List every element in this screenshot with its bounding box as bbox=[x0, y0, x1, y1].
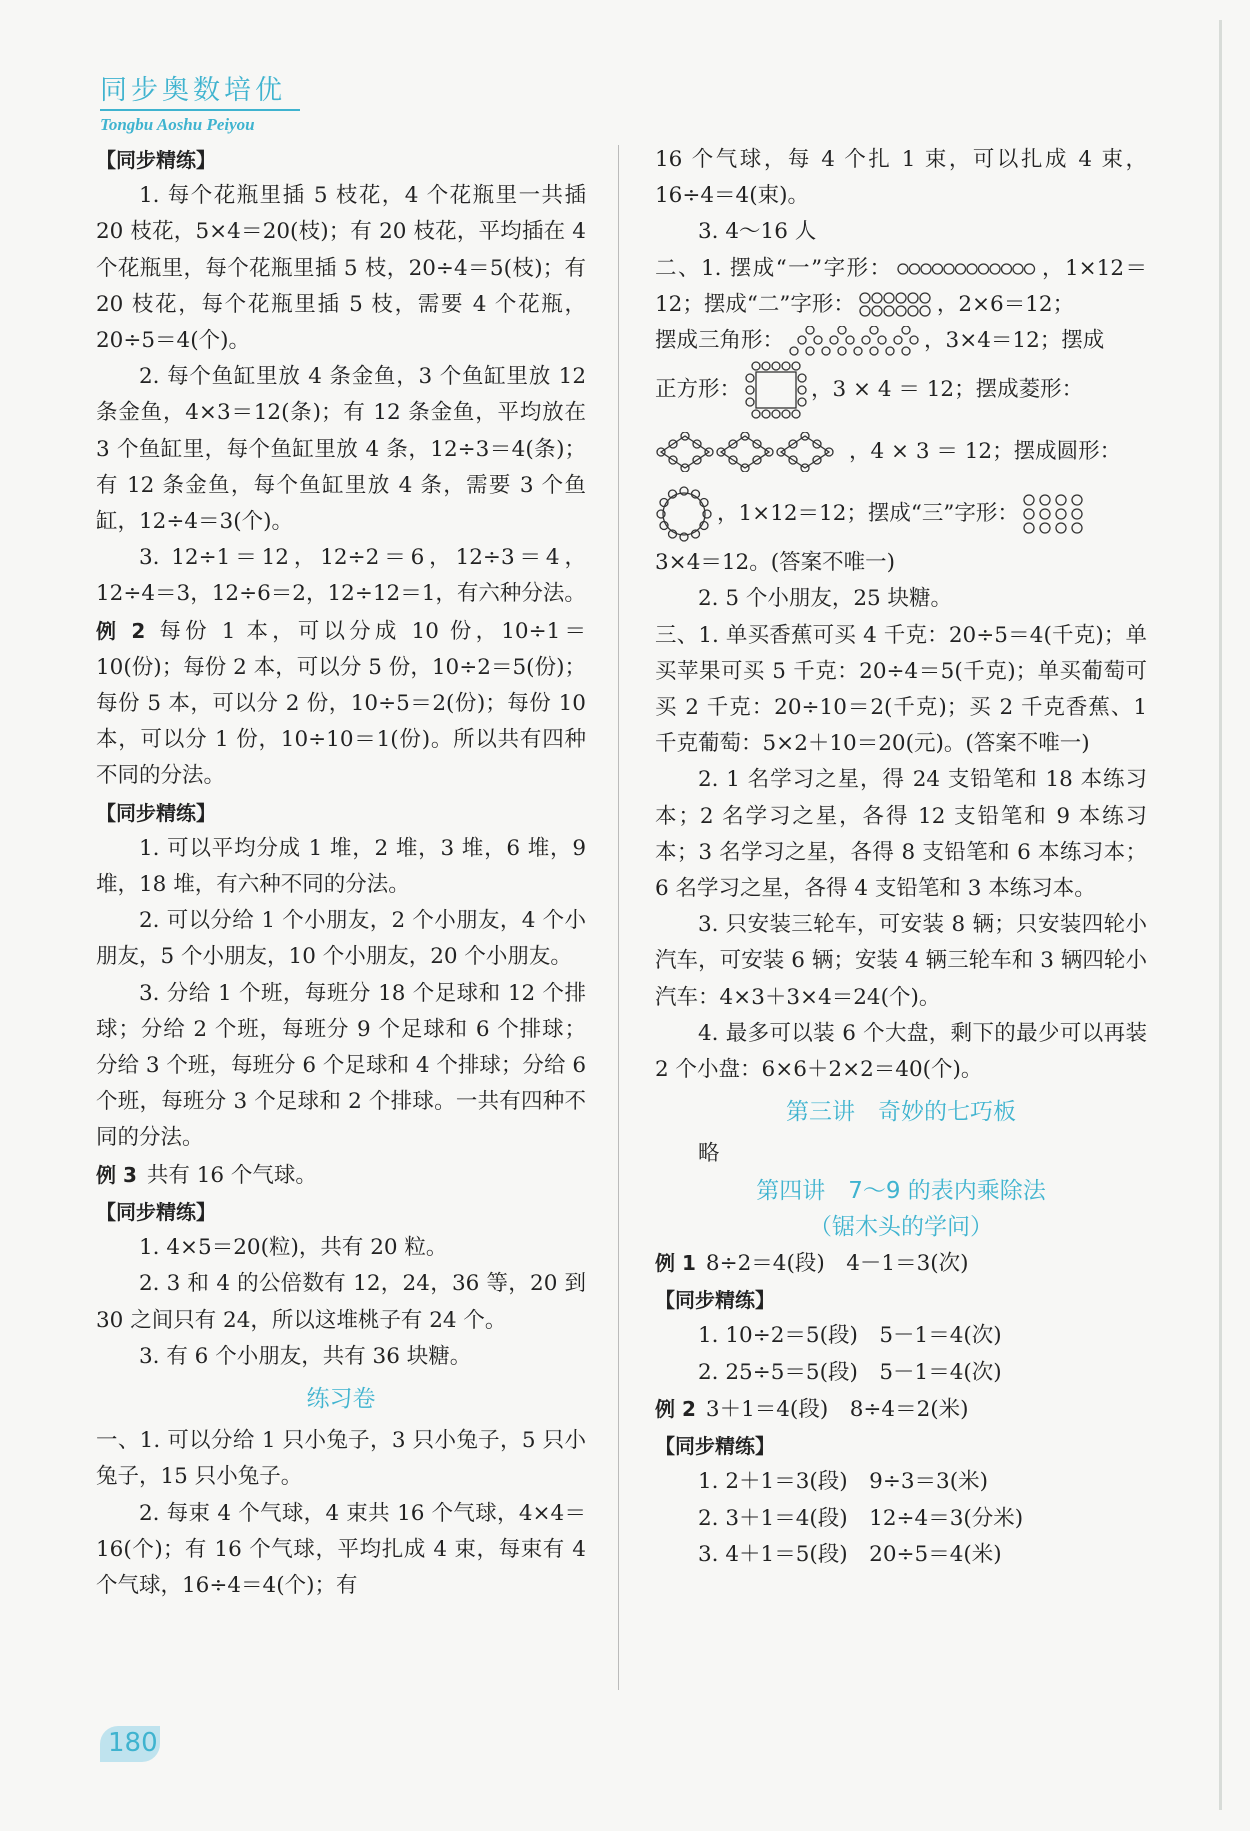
answer-paragraph: 4. 最多可以装 6 个大盘，剩下的最少可以再装 2 个小盘：6×6＋2×2＝40(个)。 bbox=[655, 1020, 1147, 1083]
answer-paragraph bbox=[655, 359, 1147, 421]
column-divider bbox=[618, 145, 619, 1690]
example-text: 共有 16 个气球。 bbox=[146, 1162, 317, 1188]
page-number-badge bbox=[100, 1726, 160, 1762]
section-label: 【同步精练】 bbox=[655, 1288, 775, 1313]
answer-paragraph: 1. 2＋1＝3(段) 9÷3＝3(米) bbox=[698, 1469, 988, 1495]
section-label: 【同步精练】 bbox=[655, 1434, 775, 1459]
answer-paragraph bbox=[655, 421, 1147, 483]
section-label: 【同步精练】 bbox=[96, 800, 216, 825]
answer-paragraph: 3. 4＋1＝5(段) 20÷5＝4(米) bbox=[698, 1541, 1002, 1567]
answer-paragraph: 三、1. 单买香蕉可买 4 千克：20÷5＝4(千克)；单买苹果可买 5 千克：20÷4＝5(千克)；单买葡萄可买 2 千克：20÷10＝2(千克)；买 2 千克香蕉、1 千克葡萄：5×2＋10＝20(元)。(答案不唯一) bbox=[655, 622, 1147, 757]
text-span: ，3 × 4 ＝ 12；摆成菱形： bbox=[811, 377, 1084, 403]
rhombus-circles-icon bbox=[655, 432, 845, 472]
answer-paragraph: 2. 可以分给 1 个小朋友，2 个小朋友，4 个小朋友，5 个小朋友，10 个小朋友，20 个小朋友。 bbox=[96, 908, 586, 970]
answer-paragraph: 3. 有 6 个小朋友，共有 36 块糖。 bbox=[139, 1343, 472, 1369]
example-tag: 例 2 bbox=[655, 1396, 696, 1421]
circle-circles-icon bbox=[655, 485, 713, 543]
text-span: ，1×12＝12；摆成“三”字形： bbox=[717, 501, 1019, 527]
section-label: 【同步精练】 bbox=[96, 1199, 216, 1224]
answer-paragraph: 1. 4×5＝20(粒)，共有 20 粒。 bbox=[139, 1235, 448, 1261]
text-span: 正方形： bbox=[655, 377, 742, 403]
answer-paragraph: 16 个气球，每 4 个扎 1 束，可以扎成 4 束，16÷4＝4(束)。 bbox=[655, 147, 1147, 209]
section-heading: 第三讲 奇妙的七巧板 bbox=[786, 1099, 1016, 1126]
example-tag: 例 3 bbox=[96, 1162, 137, 1187]
three-row-circles-icon bbox=[1023, 494, 1085, 534]
example-paragraph bbox=[655, 1245, 1147, 1282]
answer-paragraph: 2. 每束 4 个气球，4 束共 16 个气球，4×4＝16(个)；有 16 个气球，平均扎成 4 束，每束有 4 个气球，16÷4＝4(个)；有 bbox=[96, 1500, 586, 1598]
text-span: ，2×6＝12； bbox=[936, 291, 1075, 317]
page-edge bbox=[1219, 20, 1222, 1810]
brand-rule bbox=[100, 109, 300, 111]
section-label: 【同步精练】 bbox=[96, 148, 216, 172]
answer-paragraph: 1. 可以平均分成 1 堆，2 堆，3 堆，6 堆，9 堆，18 堆，有六种不同的分法。 bbox=[96, 835, 586, 898]
two-row-circles-icon bbox=[859, 292, 933, 318]
example-paragraph bbox=[96, 1157, 586, 1194]
answer-paragraph: 3. 12÷1＝12，12÷2＝6，12÷3＝4，12÷4＝3，12÷6＝2，12÷12＝1，有六种分法。 bbox=[96, 545, 586, 607]
answer-paragraph: 1. 10÷2＝5(段) 5－1＝4(次) bbox=[698, 1323, 1002, 1349]
example-paragraph bbox=[96, 613, 586, 795]
answer-paragraph: 3. 只安装三轮车，可安装 8 辆；只安装四轮小汽车，可安装 6 辆；安装 4 辆三轮车和 3 辆四轮小汽车：4×3＋3×4＝24(个)。 bbox=[655, 912, 1147, 1010]
text-span: ，3×4＝12；摆成 bbox=[924, 328, 1105, 354]
square-circles-icon bbox=[745, 361, 807, 419]
header bbox=[100, 68, 300, 135]
answer-paragraph bbox=[655, 251, 1147, 323]
example-paragraph bbox=[655, 1391, 1147, 1428]
example-text: 8÷2＝4(段) 4－1＝3(次) bbox=[705, 1251, 969, 1277]
answer-paragraph: 2. 25÷5＝5(段) 5－1＝4(次) bbox=[698, 1359, 1002, 1385]
section-heading: 练习卷 bbox=[306, 1385, 376, 1412]
answer-paragraph bbox=[655, 483, 1147, 545]
answer-paragraph: 2. 3＋1＝4(段) 12÷4＝3(分米) bbox=[698, 1505, 1024, 1531]
answer-paragraph: 2. 每个鱼缸里放 4 条金鱼，3 个鱼缸里放 12 条金鱼，4×3＝12(条)；有 12 条金鱼，平均放在 3 个鱼缸里，每个鱼缸里放 4 条，12÷3＝4(条)；有 12 条金鱼，每个鱼缸里放 4 条，需要 3 个鱼缸，12÷4＝3(个)。 bbox=[96, 364, 586, 535]
triangles-circles-icon bbox=[788, 326, 920, 356]
brand-subtitle: Tongbu Aoshu Peiyou bbox=[100, 115, 255, 134]
example-text: 每份 1 本，可以分成 10 份，10÷1＝10(份)；每份 2 本，可以分 5 份，10÷2＝5(份)；每份 5 本，可以分 2 份，10÷5＝2(份)；每份 10 本，可以分 1 份，10÷10＝1(份)。所以共有四种不同的分法。 bbox=[96, 618, 586, 789]
answer-paragraph: 3. 4～16 人 bbox=[698, 219, 817, 245]
text-span: ，4 × 3 ＝ 12；摆成圆形： bbox=[849, 439, 1122, 465]
right-column bbox=[655, 142, 1147, 1573]
section-subheading: （锯木头的学问） bbox=[809, 1213, 993, 1240]
answer-paragraph: 2. 3 和 4 的公倍数有 12，24，36 等，20 到 30 之间只有 24，所以这堆桃子有 24 个。 bbox=[96, 1271, 586, 1333]
one-row-circles-icon bbox=[897, 262, 1037, 276]
example-tag: 例 2 bbox=[96, 618, 146, 643]
text-span: ，1×12＝12；摆成“二”字形： bbox=[655, 255, 1147, 317]
answer-paragraph bbox=[655, 323, 1147, 359]
page-number: 180 bbox=[108, 1728, 158, 1758]
example-text: 3＋1＝4(段) 8÷4＝2(米) bbox=[705, 1396, 969, 1422]
example-tag: 例 1 bbox=[655, 1251, 696, 1276]
text-span: 二、1. 摆成“一”字形： bbox=[655, 255, 893, 281]
answer-paragraph: 3. 分给 1 个班，每班分 18 个足球和 12 个排球；分给 2 个班，每班分 9 个足球和 6 个排球；分给 3 个班，每班分 6 个足球和 4 个排球；分给 6 个班，每班分 3 个足球和 2 个排球。一共有四种不同的分法。 bbox=[96, 980, 586, 1151]
answer-paragraph: 2. 5 个小朋友，25 块糖。 bbox=[698, 586, 953, 612]
answer-paragraph: 略 bbox=[698, 1141, 720, 1167]
text-span: 摆成三角形： bbox=[655, 328, 785, 354]
left-column bbox=[96, 142, 586, 1604]
answer-paragraph: 2. 1 名学习之星，得 24 支铅笔和 18 本练习本；2 名学习之星，各得 12 支铅笔和 9 本练习本；3 名学习之星，各得 8 支铅笔和 6 本练习本；6 名学习之星，各得 4 支铅笔和 3 本练习本。 bbox=[655, 767, 1147, 902]
answer-paragraph: 1. 每个花瓶里插 5 枝花，4 个花瓶里一共插 20 枝花，5×4＝20(枝)；有 20 枝花，平均插在 4 个花瓶里，每个花瓶里插 5 枝，20÷4＝5(枝)；有 20 枝花，每个花瓶里插 5 枝，需要 4 个花瓶，20÷5＝4(个)。 bbox=[96, 183, 586, 354]
answer-paragraph: 3×4＝12。(答案不唯一) bbox=[655, 550, 896, 576]
brand-title: 同步奥数培优 bbox=[100, 75, 286, 106]
section-heading: 第四讲 7～9 的表内乘除法 bbox=[756, 1177, 1046, 1204]
answer-paragraph: 一、1. 可以分给 1 只小兔子，3 只小兔子，5 只小兔子，15 只小兔子。 bbox=[96, 1428, 586, 1490]
